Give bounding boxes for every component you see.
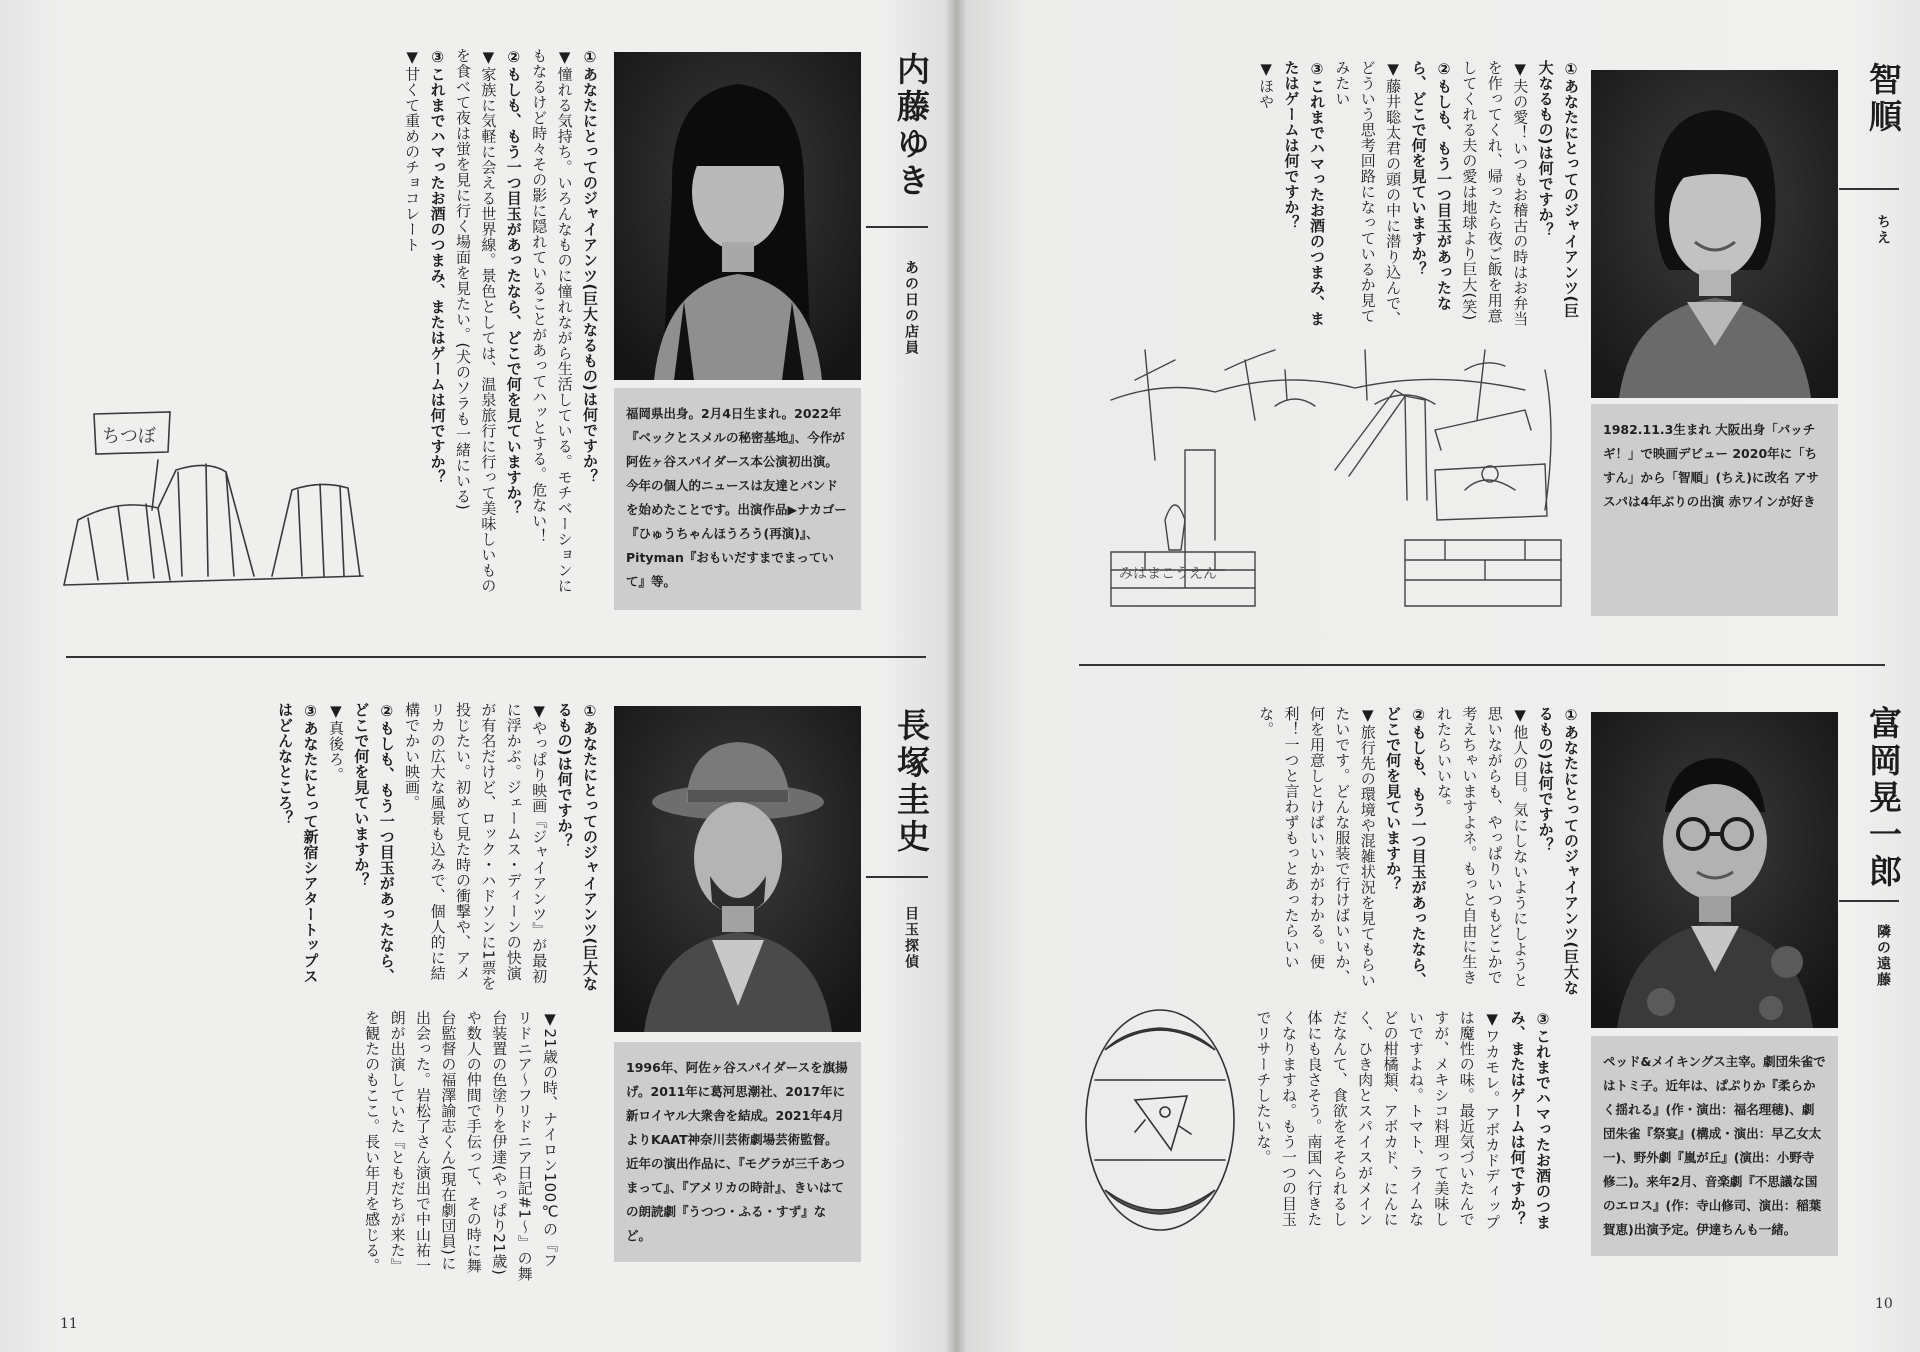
naito-sketch-label: ちつぼ — [102, 426, 156, 447]
naito-bio: 福岡県出身。2月4日生まれ。2022年『ベックとスメルの秘密基地』、今作が阿佐ヶ谷スパイダース本公演初出演。今年の個人的ニュースは友達とバンドを始めたことです。出演作品▶ナカゴー『ひゅうちゃんほうろう(再演)』、Pityman『おもいだすまでまっていて』等。 — [614, 388, 861, 610]
tomioka-name: 富岡晃一郎 — [1864, 706, 1903, 891]
naito-portrait-image — [614, 52, 861, 380]
nagatsuka-a3: ▼21歳の時、ナイロン100℃の『フリドニア〜フリドニア日記#1〜』の舞台装置の色塗りを伊達(やっぱり21歳)や数人の仲間で手伝って、その時に舞台監督の福澤諭志くん(現在劇団員)に出会った。岩松了さん演出で中山祐一朗が出演していた『ともだちが来た』を観たのもここ。長い年月を感じる。 — [363, 1010, 559, 1282]
tomioka-photo — [1591, 712, 1838, 1028]
tomioka-name-rule — [1839, 900, 1899, 902]
avocado-drawing — [1075, 1000, 1245, 1240]
naito-kana: あの日の店員 — [903, 260, 919, 356]
nagatsuka-photo — [614, 706, 861, 1032]
tomoyori-q1: ①あなたにとってのジャイアンツ(巨大なるもの)は何ですか？ — [1536, 60, 1580, 319]
nagatsuka-qa-bottom — [250, 1010, 562, 1282]
right-page-number: 10 — [1875, 1296, 1893, 1312]
tomioka-sketch — [1075, 1000, 1245, 1240]
left-page — [0, 0, 955, 1352]
nagatsuka-a2: ▼真後ろ。 — [326, 702, 345, 783]
left-page-number: 11 — [60, 1316, 78, 1332]
right-page — [955, 0, 1920, 1352]
tomoyori-bio: 1982.11.3生まれ 大阪出身「パッチギ！」で映画デビュー 2020年に「ちすん」から「智順」(ちえ)に改名 アサスパは4年ぶりの出演 赤ワインが好き — [1591, 404, 1838, 616]
nagatsuka-q2: ②もしも、もう一つ目玉があったなら、どこで何を見ていますか？ — [352, 702, 396, 984]
tomioka-q1: ①あなたにとってのジャイアンツ(巨大なるもの)は何ですか？ — [1536, 706, 1580, 996]
book-gutter — [945, 0, 967, 1352]
tomioka-bio: ペッド&メイキングス主宰。劇団朱雀ではトミ子。近年は、ぱぷりか『柔らかく揺れる』(作・演出：福名理穂)、劇団朱雀『祭宴』(構成・演出：早乙女太一)、野外劇『嵐が丘』(演出：小野寺修二)。来年2月、音楽劇『不思議な国のエロス』(作：寺山修司、演出：稲葉賀恵)出演予定。伊達ちんも一緒。 — [1591, 1036, 1838, 1256]
tent-drawing — [58, 380, 368, 590]
nagatsuka-bio: 1996年、阿佐ヶ谷スパイダースを旗揚げ。2011年に葛河思潮社、2017年に新ロイヤル大衆舎を結成。2021年4月よりKAAT神奈川芸術劇場芸術監督。近年の演出作品に、『モグラが三千あつまって』、『アメリカの時計』、きいはての朗読劇『うつつ・ふる・すず』など。 — [614, 1042, 861, 1262]
nagatsuka-name-rule — [866, 876, 928, 878]
naito-a1: ▼憧れる気持ち。いろんなものに憧れながら生活している。モチベーションにもなるけど時々その影に隠れていることがあってハッとする。危ない！ — [530, 48, 574, 594]
naito-q2: ②もしも、もう一つ目玉があったなら、どこで何を見ていますか？ — [504, 48, 523, 516]
nagatsuka-q3: ③あなたにとって新宿シアタートップスはどんなところ？ — [276, 702, 320, 984]
naito-name: 内藤ゆき — [892, 52, 931, 200]
naito-photo — [614, 52, 861, 380]
tomioka-qa-bottom — [1255, 1010, 1555, 1242]
tomoyori-q2: ②もしも、もう一つ目玉があったなら、どこで何を見ていますか？ — [1409, 60, 1453, 311]
right-divider — [1079, 664, 1885, 666]
tomoyori-sketch-label: みはまこうえん — [1119, 566, 1217, 582]
nagatsuka-name: 長塚圭史 — [892, 708, 931, 856]
tomoyori-a1: ▼夫の愛！いつもお稽古の時はお弁当を作ってくれ、帰ったら夜ご飯を用意してくれる夫の愛は地球より巨大(笑) — [1460, 60, 1530, 327]
tomoyori-sketch — [1105, 340, 1565, 610]
nagatsuka-a1: ▼やっぱり映画『ジャイアンツ』が最初に浮かぶ。ジェームス・ディーンの快演が有名だけど、ロック・ハドソンに1票を投じたい。初めて見た時の衝撃や、アメリカの広大な風景も込みで、個人的に結構でかい映画。 — [403, 702, 549, 992]
tomoyori-q3: ③これまでハマったお酒のつまみ、またはゲームは何ですか？ — [1282, 60, 1326, 327]
naito-a2: ▼家族に気軽に会える世界線。景色としては、温泉旅行に行って美味しいものを食べて夜は蛍を見に行く場面を見たい。(犬のソラも一緒にいる) — [453, 48, 498, 594]
naito-a3: ▼甘くて重めのチョコレート — [403, 48, 422, 253]
tomioka-portrait-image — [1591, 712, 1838, 1028]
naito-q1: ①あなたにとってのジャイアンツ(巨大なるもの)は何ですか？ — [581, 48, 599, 485]
tomoyori-kana: ちえ — [1875, 214, 1891, 246]
tomioka-a1: ▼他人の目。気にしないようにしようと思いながらも、やっぱりいつもどこかで考えちゃいますよネ。もっと自由に生きれたらいいな。 — [1434, 706, 1530, 988]
naito-name-rule — [866, 226, 928, 228]
nagatsuka-kana: 目玉探偵 — [903, 906, 919, 970]
naito-q3: ③これまでハマったお酒のつまみ、またはゲームは何ですか？ — [428, 48, 447, 485]
tomioka-kana: 隣の遠藤 — [1875, 924, 1891, 988]
tomioka-q2: ②もしも、もう一つ目玉があったなら、どこで何を見ていますか？ — [1384, 706, 1428, 988]
naito-qa — [380, 48, 602, 608]
tomoyori-name-rule — [1839, 188, 1899, 190]
tomioka-q3: ③これまでハマったお酒のつまみ、またはゲームは何ですか？ — [1508, 1010, 1552, 1230]
tomoyori-a3: ▼ほや — [1257, 60, 1276, 110]
tomioka-a3: ▼ワカモレ。アボカドディップは魔性の味。最近気づいたんですが、メキシコ料理って美味しいですよね。トマト、ライムなどの柑橘類、アボカド、にんにく、ひき肉とスパイスがメインだなんて、食欲をそそられるし体にも良さそう。南国へ行きたくなりますね。もう一つの目玉でリサーチしたいな。 — [1255, 1010, 1502, 1230]
park-drawing — [1105, 340, 1565, 610]
nagatsuka-portrait-image — [614, 706, 861, 1032]
tomoyori-a2: ▼藤井聡太君の頭の中に潜り込んで、どういう思考回路になっているか見てみたい — [1333, 60, 1403, 327]
left-divider — [66, 656, 926, 658]
naito-sketch — [58, 380, 368, 590]
tomioka-qa-top — [1083, 706, 1583, 996]
nagatsuka-q1: ①あなたにとってのジャイアンツ(巨大なるもの)は何ですか？ — [555, 702, 599, 992]
tomoyori-portrait-image — [1591, 70, 1838, 398]
tomoyori-name: 智順 — [1864, 62, 1903, 136]
tomoyori-qa — [1093, 60, 1583, 330]
tomioka-a2: ▼旅行先の環境や混雑状況を見てもらいたいです。どんな服装で行けばいいか、何を用意しとけばいいかがわかる。便利！一つと言わずもっとあったらいいな。 — [1257, 706, 1377, 988]
nagatsuka-qa-top — [66, 702, 602, 992]
tomoyori-photo — [1591, 70, 1838, 398]
